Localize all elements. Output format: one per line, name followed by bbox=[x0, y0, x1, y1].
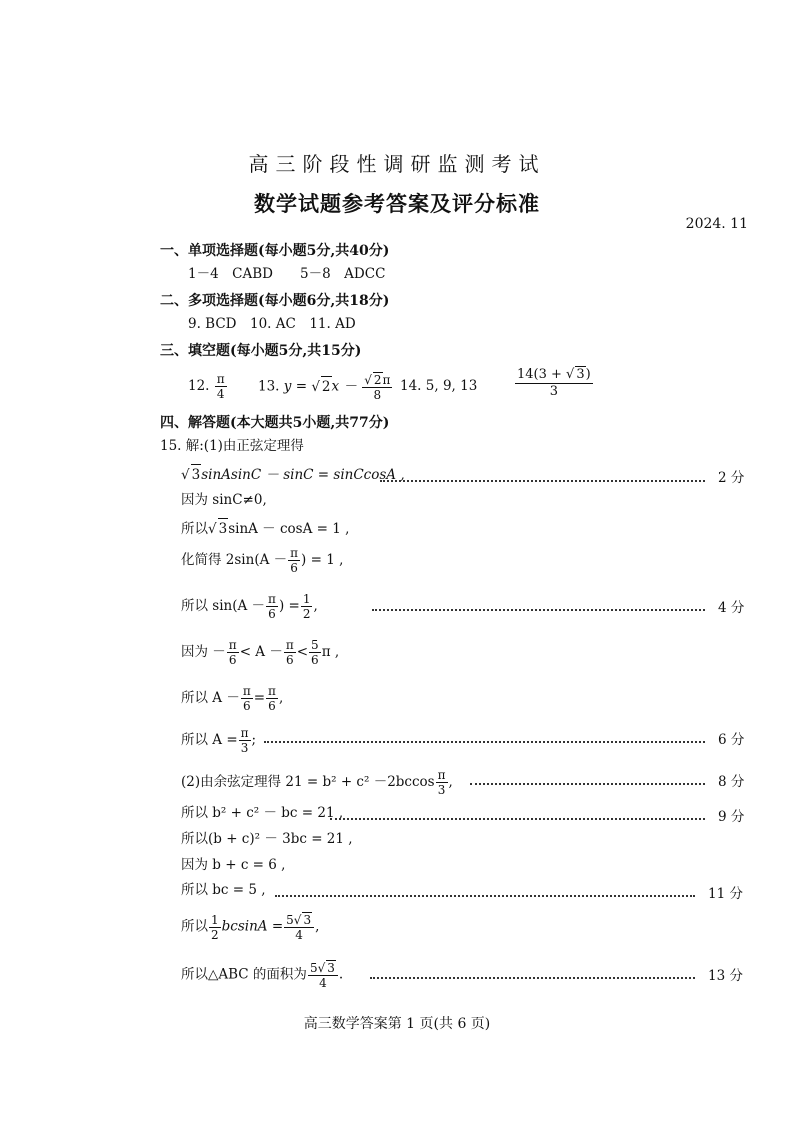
dotted-leader bbox=[372, 609, 705, 611]
q13-answer: 13. y = √ 2x － $\frac{√ 2\pi}{8}$ bbox=[258, 373, 391, 402]
exam-date: 2024. 11 bbox=[685, 216, 748, 232]
section-1-heading: 一、单项选择题(每小题5分,共40分) bbox=[160, 243, 390, 259]
score-9: 9 分 bbox=[718, 809, 745, 825]
answer-key-title: 数学试题参考答案及评分标准 bbox=[254, 191, 540, 216]
section-3-heading: 三、填空题(每小题5分,共15分) bbox=[160, 343, 362, 359]
q13-label: 13. bbox=[258, 378, 280, 395]
q14-label: 14. bbox=[400, 378, 422, 394]
q15-line-12: 因为 b + c = 6 , bbox=[181, 857, 286, 873]
score-13: 13 分 bbox=[708, 968, 743, 984]
q15-line-10: 所以 b² + c² － bc = 21 , bbox=[181, 805, 344, 821]
q14-answer: 14. 5, 9, 13 bbox=[400, 378, 478, 394]
score-8: 8 分 bbox=[718, 774, 745, 790]
q13-fraction: $\frac{√ 2\pi}{8}$ bbox=[364, 373, 391, 402]
q15-line-1: √ 3sinAsinC － sinC = sinCcosA , bbox=[181, 464, 405, 485]
score-11: 11 分 bbox=[708, 886, 743, 902]
score-2: 2 分 bbox=[718, 470, 745, 486]
q15-intro: 15. 解:(1)由正弦定理得 bbox=[160, 438, 304, 454]
q15-line-3: 所以√ 3sinA － cosA = 1 , bbox=[181, 518, 349, 539]
section-1-answers: 1－4 CABD 5－8 ADCC bbox=[188, 266, 386, 282]
dotted-leader bbox=[380, 480, 705, 482]
q15-line-9: (2)由余弦定理得 21 = b² + c² －2bccos $\frac{\pi}{3}$ , bbox=[181, 768, 453, 797]
q12-answer bbox=[188, 372, 228, 401]
dotted-leader bbox=[470, 783, 705, 785]
section-2-heading: 二、多项选择题(每小题6分,共18分) bbox=[160, 293, 390, 309]
section-4-heading: 四、解答题(本大题共5小题,共77分) bbox=[160, 415, 390, 431]
section-2-answers: 9. BCD 10. AC 11. AD bbox=[188, 316, 356, 332]
q15-line-14: 所以 $\frac{1}{2}$ bcsinA = $\frac{5√ 3}{4}$ , bbox=[181, 912, 320, 942]
page-footer: 高三数学答案第 1 页(共 6 页) bbox=[303, 1016, 491, 1032]
q15-line-7: 所以 A － $\frac{\pi}{6}$ = $\frac{\pi}{6}$ , bbox=[181, 684, 284, 713]
q15-line-13: 所以 bc = 5 , bbox=[181, 882, 266, 898]
dotted-leader bbox=[275, 895, 695, 897]
q14-fraction-answer bbox=[514, 366, 594, 400]
q15-line-2: 因为 sinC≠0, bbox=[181, 492, 267, 508]
q15-line-8: 所以 A = $\frac{\pi}{3}$ ; bbox=[181, 726, 257, 755]
q14-fraction: $\frac{14(3 + √ 3)}{3}$ bbox=[517, 367, 591, 399]
q15-line-5: 所以 sin(A － $\frac{\pi}{6}$ ) = $\frac{1}{2}$ , bbox=[181, 592, 318, 621]
q15-line-15: 所以△ABC 的面积为 $\frac{5√ 3}{4}$ . bbox=[181, 961, 344, 990]
score-6: 6 分 bbox=[718, 732, 745, 748]
q12-label: 12. bbox=[188, 378, 210, 394]
dotted-leader bbox=[370, 977, 695, 979]
q15-line-11: 所以(b + c)² － 3bc = 21 , bbox=[181, 831, 353, 847]
q12-fraction: $\frac{\pi}{4}$ bbox=[216, 372, 225, 401]
score-4: 4 分 bbox=[718, 600, 745, 616]
q15-line-6: 因为 － $\frac{\pi}{6}$ < A － $\frac{\pi}{6}$ < $\frac{5}{6}$ π , bbox=[181, 638, 340, 667]
q15-line-4: 化简得 2sin(A － $\frac{\pi}{6}$ ) = 1 , bbox=[181, 546, 344, 575]
dotted-leader bbox=[264, 741, 705, 743]
dotted-leader bbox=[330, 818, 705, 820]
exam-title: 高三阶段性调研监测考试 bbox=[248, 152, 546, 176]
